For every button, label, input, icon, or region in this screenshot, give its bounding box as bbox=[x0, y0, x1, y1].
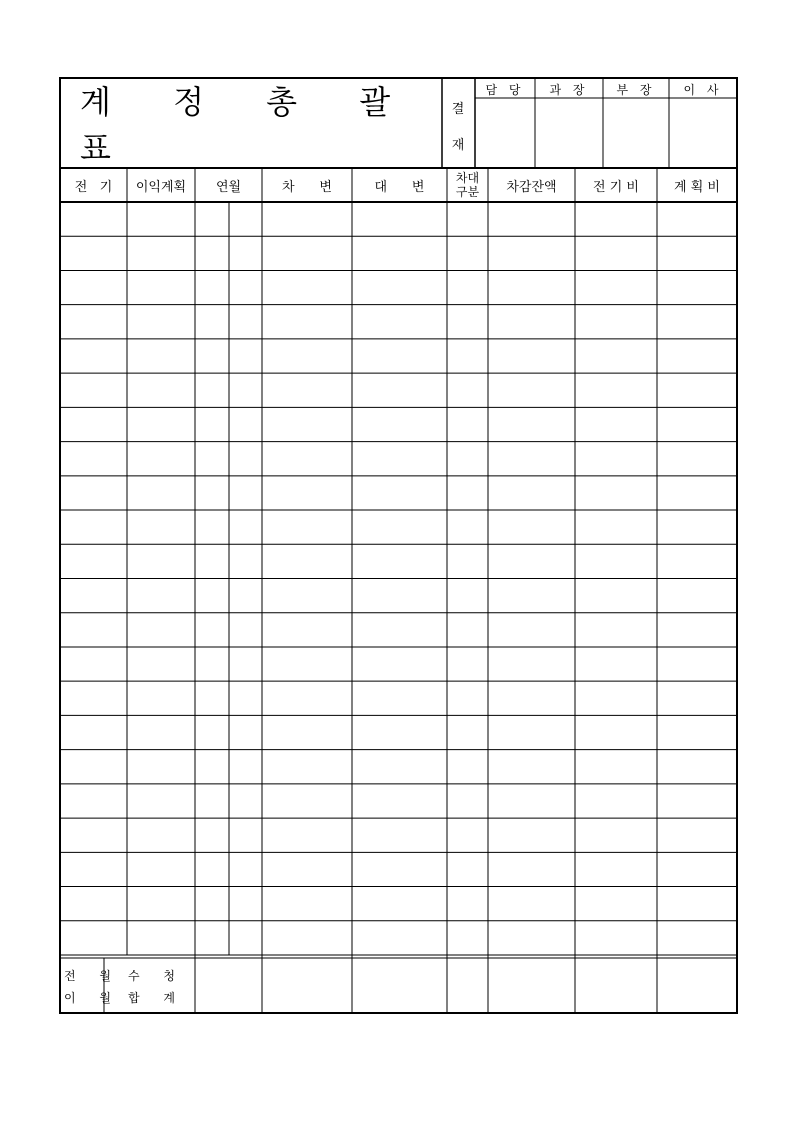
cell-profit-plan[interactable] bbox=[128, 271, 194, 303]
cell-previous-period[interactable] bbox=[61, 237, 126, 269]
col-header-debit-credit-type: 차대 구분 bbox=[455, 171, 480, 199]
cell-type[interactable] bbox=[448, 785, 487, 817]
cell-year[interactable] bbox=[196, 580, 228, 612]
cell-profit-plan[interactable] bbox=[128, 545, 194, 577]
cell-year[interactable] bbox=[196, 751, 228, 783]
approval-signature-box-department-head[interactable] bbox=[604, 99, 668, 167]
cell-vs-plan[interactable] bbox=[658, 237, 736, 269]
cell-year[interactable] bbox=[196, 443, 228, 475]
cell-vs-plan[interactable] bbox=[658, 819, 736, 851]
cell-vs-previous[interactable] bbox=[576, 511, 656, 543]
cell-vs-previous[interactable] bbox=[576, 271, 656, 303]
cell-vs-previous[interactable] bbox=[576, 716, 656, 748]
cell-credit[interactable] bbox=[353, 271, 446, 303]
footer-previous-month-label: 전 월 bbox=[64, 969, 121, 983]
cell-previous-period[interactable] bbox=[61, 545, 126, 577]
cell-vs-previous[interactable] bbox=[576, 853, 656, 885]
cell-debit[interactable] bbox=[263, 751, 351, 783]
cell-previous-period[interactable] bbox=[61, 306, 126, 338]
cell-profit-plan[interactable] bbox=[128, 408, 194, 440]
cell-year[interactable] bbox=[196, 408, 228, 440]
cell-profit-plan[interactable] bbox=[128, 888, 194, 920]
cell-year[interactable] bbox=[196, 545, 228, 577]
cell-vs-previous[interactable] bbox=[576, 648, 656, 680]
cell-vs-plan[interactable] bbox=[658, 888, 736, 920]
form-title: 계 정 총 괄 표 bbox=[80, 83, 417, 167]
cell-debit[interactable] bbox=[263, 614, 351, 646]
col-header-vs-previous: 전 기 비 bbox=[593, 179, 639, 195]
cell-vs-plan[interactable] bbox=[658, 648, 736, 680]
cell-credit[interactable] bbox=[353, 374, 446, 406]
cell-type[interactable] bbox=[448, 374, 487, 406]
cell-net-balance[interactable] bbox=[489, 545, 574, 577]
cell-type[interactable] bbox=[448, 580, 487, 612]
cell-net-balance[interactable] bbox=[489, 888, 574, 920]
cell-credit[interactable] bbox=[353, 477, 446, 509]
cell-profit-plan[interactable] bbox=[128, 922, 194, 954]
approval-signature-box-manager[interactable] bbox=[476, 99, 534, 167]
cell-previous-period[interactable] bbox=[61, 614, 126, 646]
cell-previous-period[interactable] bbox=[61, 888, 126, 920]
cell-previous-period[interactable] bbox=[61, 374, 126, 406]
cell-vs-previous[interactable] bbox=[576, 340, 656, 372]
cell-type[interactable] bbox=[448, 237, 487, 269]
cell-vs-plan[interactable] bbox=[658, 545, 736, 577]
cell-type[interactable] bbox=[448, 271, 487, 303]
cell-debit[interactable] bbox=[263, 716, 351, 748]
cell-profit-plan[interactable] bbox=[128, 306, 194, 338]
cell-debit[interactable] bbox=[263, 203, 351, 235]
cell-vs-plan[interactable] bbox=[658, 511, 736, 543]
footer-carryover-label: 이 월 bbox=[64, 991, 121, 1005]
cell-credit[interactable] bbox=[353, 511, 446, 543]
cell-previous-period[interactable] bbox=[61, 853, 126, 885]
cell-vs-plan[interactable] bbox=[658, 477, 736, 509]
cell-net-balance[interactable] bbox=[489, 614, 574, 646]
cell-previous-period[interactable] bbox=[61, 785, 126, 817]
cell-vs-plan[interactable] bbox=[658, 306, 736, 338]
cell-month[interactable] bbox=[230, 271, 261, 303]
cell-vs-plan[interactable] bbox=[658, 716, 736, 748]
cell-vs-previous[interactable] bbox=[576, 614, 656, 646]
cell-previous-period[interactable] bbox=[61, 716, 126, 748]
cell-previous-period[interactable] bbox=[61, 443, 126, 475]
cell-debit[interactable] bbox=[263, 408, 351, 440]
cell-vs-previous[interactable] bbox=[576, 819, 656, 851]
cell-credit[interactable] bbox=[353, 545, 446, 577]
cell-type[interactable] bbox=[448, 614, 487, 646]
col-header-debit: 차 변 bbox=[282, 179, 332, 195]
cell-net-balance[interactable] bbox=[489, 648, 574, 680]
cell-credit[interactable] bbox=[353, 203, 446, 235]
cell-month[interactable] bbox=[230, 374, 261, 406]
cell-credit[interactable] bbox=[353, 853, 446, 885]
cell-profit-plan[interactable] bbox=[128, 477, 194, 509]
cell-type[interactable] bbox=[448, 408, 487, 440]
cell-year[interactable] bbox=[196, 648, 228, 680]
cell-type[interactable] bbox=[448, 682, 487, 714]
cell-credit[interactable] bbox=[353, 682, 446, 714]
cell-net-balance[interactable] bbox=[489, 237, 574, 269]
cell-month[interactable] bbox=[230, 751, 261, 783]
cell-credit[interactable] bbox=[353, 408, 446, 440]
col-header-credit: 대 변 bbox=[374, 179, 425, 195]
cell-debit[interactable] bbox=[263, 580, 351, 612]
footer-receipt-label: 수 청 bbox=[128, 969, 185, 983]
cell-net-balance[interactable] bbox=[489, 511, 574, 543]
cell-vs-previous[interactable] bbox=[576, 306, 656, 338]
footer-total-label: 합 계 bbox=[128, 991, 185, 1005]
cell-vs-plan[interactable] bbox=[658, 682, 736, 714]
cell-vs-plan[interactable] bbox=[658, 203, 736, 235]
cell-type[interactable] bbox=[448, 203, 487, 235]
cell-year[interactable] bbox=[196, 682, 228, 714]
cell-month[interactable] bbox=[230, 443, 261, 475]
cell-net-balance[interactable] bbox=[489, 819, 574, 851]
cell-year[interactable] bbox=[196, 922, 228, 954]
cell-credit[interactable] bbox=[353, 785, 446, 817]
cell-profit-plan[interactable] bbox=[128, 716, 194, 748]
cell-debit[interactable] bbox=[263, 888, 351, 920]
cell-credit[interactable] bbox=[353, 443, 446, 475]
cell-vs-previous[interactable] bbox=[576, 888, 656, 920]
cell-debit[interactable] bbox=[263, 545, 351, 577]
cell-profit-plan[interactable] bbox=[128, 682, 194, 714]
cell-previous-period[interactable] bbox=[61, 203, 126, 235]
cell-month[interactable] bbox=[230, 580, 261, 612]
cell-credit[interactable] bbox=[353, 580, 446, 612]
cell-profit-plan[interactable] bbox=[128, 819, 194, 851]
cell-vs-plan[interactable] bbox=[658, 408, 736, 440]
cell-net-balance[interactable] bbox=[489, 477, 574, 509]
cell-profit-plan[interactable] bbox=[128, 237, 194, 269]
cell-month[interactable] bbox=[230, 477, 261, 509]
cell-month[interactable] bbox=[230, 237, 261, 269]
cell-vs-plan[interactable] bbox=[658, 443, 736, 475]
cell-month[interactable] bbox=[230, 853, 261, 885]
cell-debit[interactable] bbox=[263, 511, 351, 543]
cell-net-balance[interactable] bbox=[489, 853, 574, 885]
approval-label-bottom: 재 bbox=[451, 138, 465, 153]
cell-vs-previous[interactable] bbox=[576, 682, 656, 714]
cell-net-balance[interactable] bbox=[489, 340, 574, 372]
cell-net-balance[interactable] bbox=[489, 443, 574, 475]
cell-profit-plan[interactable] bbox=[128, 340, 194, 372]
cell-debit[interactable] bbox=[263, 682, 351, 714]
cell-type[interactable] bbox=[448, 443, 487, 475]
cell-month[interactable] bbox=[230, 785, 261, 817]
cell-credit[interactable] bbox=[353, 614, 446, 646]
cell-month[interactable] bbox=[230, 888, 261, 920]
cell-credit[interactable] bbox=[353, 306, 446, 338]
cell-vs-previous[interactable] bbox=[576, 477, 656, 509]
cell-month[interactable] bbox=[230, 306, 261, 338]
col-header-net-balance: 차감잔액 bbox=[506, 179, 557, 195]
cell-previous-period[interactable] bbox=[61, 340, 126, 372]
cell-debit[interactable] bbox=[263, 785, 351, 817]
cell-year[interactable] bbox=[196, 819, 228, 851]
cell-debit[interactable] bbox=[263, 819, 351, 851]
cell-credit[interactable] bbox=[353, 340, 446, 372]
cell-profit-plan[interactable] bbox=[128, 853, 194, 885]
cell-profit-plan[interactable] bbox=[128, 374, 194, 406]
cell-vs-previous[interactable] bbox=[576, 443, 656, 475]
cell-vs-plan[interactable] bbox=[658, 853, 736, 885]
cell-credit[interactable] bbox=[353, 648, 446, 680]
cell-year[interactable] bbox=[196, 271, 228, 303]
approval-signature-box-section-chief[interactable] bbox=[536, 99, 602, 167]
cell-debit[interactable] bbox=[263, 648, 351, 680]
cell-vs-plan[interactable] bbox=[658, 580, 736, 612]
cell-net-balance[interactable] bbox=[489, 716, 574, 748]
cell-debit[interactable] bbox=[263, 271, 351, 303]
cell-credit[interactable] bbox=[353, 237, 446, 269]
cell-month[interactable] bbox=[230, 408, 261, 440]
cell-vs-previous[interactable] bbox=[576, 922, 656, 954]
cell-vs-previous[interactable] bbox=[576, 374, 656, 406]
cell-previous-period[interactable] bbox=[61, 682, 126, 714]
cell-year[interactable] bbox=[196, 374, 228, 406]
cell-debit[interactable] bbox=[263, 306, 351, 338]
cell-year[interactable] bbox=[196, 853, 228, 885]
cell-debit[interactable] bbox=[263, 340, 351, 372]
cell-month[interactable] bbox=[230, 716, 261, 748]
col-header-vs-plan: 계 획 비 bbox=[674, 179, 720, 195]
cell-previous-period[interactable] bbox=[61, 819, 126, 851]
cell-vs-previous[interactable] bbox=[576, 237, 656, 269]
cell-profit-plan[interactable] bbox=[128, 751, 194, 783]
approval-role-manager: 담 당 bbox=[485, 83, 525, 97]
approval-role-section-chief: 과 장 bbox=[549, 83, 589, 97]
cell-vs-plan[interactable] bbox=[658, 614, 736, 646]
cell-year[interactable] bbox=[196, 306, 228, 338]
cell-month[interactable] bbox=[230, 511, 261, 543]
cell-credit[interactable] bbox=[353, 751, 446, 783]
cell-vs-previous[interactable] bbox=[576, 203, 656, 235]
cell-vs-previous[interactable] bbox=[576, 580, 656, 612]
cell-credit[interactable] bbox=[353, 922, 446, 954]
cell-vs-previous[interactable] bbox=[576, 545, 656, 577]
cell-net-balance[interactable] bbox=[489, 580, 574, 612]
cell-type[interactable] bbox=[448, 511, 487, 543]
cell-previous-period[interactable] bbox=[61, 648, 126, 680]
cell-year[interactable] bbox=[196, 888, 228, 920]
cell-previous-period[interactable] bbox=[61, 408, 126, 440]
cell-profit-plan[interactable] bbox=[128, 203, 194, 235]
cell-vs-previous[interactable] bbox=[576, 751, 656, 783]
cell-year[interactable] bbox=[196, 614, 228, 646]
cell-type[interactable] bbox=[448, 716, 487, 748]
col-header-year-month: 연월 bbox=[215, 179, 242, 195]
cell-type[interactable] bbox=[448, 545, 487, 577]
cell-net-balance[interactable] bbox=[489, 751, 574, 783]
approval-role-department-head: 부 장 bbox=[616, 83, 656, 97]
cell-month[interactable] bbox=[230, 203, 261, 235]
cell-profit-plan[interactable] bbox=[128, 648, 194, 680]
cell-previous-period[interactable] bbox=[61, 271, 126, 303]
cell-type[interactable] bbox=[448, 922, 487, 954]
cell-year[interactable] bbox=[196, 716, 228, 748]
cell-month[interactable] bbox=[230, 922, 261, 954]
cell-debit[interactable] bbox=[263, 374, 351, 406]
cell-type[interactable] bbox=[448, 306, 487, 338]
cell-vs-plan[interactable] bbox=[658, 922, 736, 954]
cell-month[interactable] bbox=[230, 819, 261, 851]
cell-net-balance[interactable] bbox=[489, 682, 574, 714]
cell-net-balance[interactable] bbox=[489, 922, 574, 954]
cell-type[interactable] bbox=[448, 853, 487, 885]
cell-month[interactable] bbox=[230, 545, 261, 577]
cell-debit[interactable] bbox=[263, 443, 351, 475]
col-header-previous-period: 전 기 bbox=[74, 179, 113, 195]
cell-month[interactable] bbox=[230, 340, 261, 372]
cell-credit[interactable] bbox=[353, 888, 446, 920]
cell-type[interactable] bbox=[448, 888, 487, 920]
cell-debit[interactable] bbox=[263, 237, 351, 269]
cell-vs-plan[interactable] bbox=[658, 340, 736, 372]
cell-month[interactable] bbox=[230, 614, 261, 646]
cell-previous-period[interactable] bbox=[61, 922, 126, 954]
approval-role-director: 이 사 bbox=[683, 83, 723, 97]
cell-debit[interactable] bbox=[263, 922, 351, 954]
cell-vs-plan[interactable] bbox=[658, 785, 736, 817]
cell-profit-plan[interactable] bbox=[128, 614, 194, 646]
cell-previous-period[interactable] bbox=[61, 511, 126, 543]
col-header-profit-plan: 이익계획 bbox=[135, 179, 187, 195]
cell-vs-plan[interactable] bbox=[658, 751, 736, 783]
cell-type[interactable] bbox=[448, 819, 487, 851]
cell-vs-plan[interactable] bbox=[658, 271, 736, 303]
cell-type[interactable] bbox=[448, 477, 487, 509]
cell-debit[interactable] bbox=[263, 477, 351, 509]
cell-profit-plan[interactable] bbox=[128, 580, 194, 612]
cell-net-balance[interactable] bbox=[489, 785, 574, 817]
cell-year[interactable] bbox=[196, 237, 228, 269]
cell-type[interactable] bbox=[448, 340, 487, 372]
cell-month[interactable] bbox=[230, 682, 261, 714]
cell-net-balance[interactable] bbox=[489, 271, 574, 303]
cell-net-balance[interactable] bbox=[489, 408, 574, 440]
cell-vs-previous[interactable] bbox=[576, 785, 656, 817]
cell-vs-plan[interactable] bbox=[658, 374, 736, 406]
cell-profit-plan[interactable] bbox=[128, 511, 194, 543]
cell-previous-period[interactable] bbox=[61, 751, 126, 783]
cell-year[interactable] bbox=[196, 340, 228, 372]
cell-net-balance[interactable] bbox=[489, 306, 574, 338]
cell-type[interactable] bbox=[448, 751, 487, 783]
cell-profit-plan[interactable] bbox=[128, 785, 194, 817]
cell-vs-previous[interactable] bbox=[576, 408, 656, 440]
cell-year[interactable] bbox=[196, 477, 228, 509]
cell-profit-plan[interactable] bbox=[128, 443, 194, 475]
cell-credit[interactable] bbox=[353, 716, 446, 748]
cell-month[interactable] bbox=[230, 648, 261, 680]
approval-label-top: 결 bbox=[451, 102, 465, 117]
cell-year[interactable] bbox=[196, 511, 228, 543]
cell-credit[interactable] bbox=[353, 819, 446, 851]
cell-net-balance[interactable] bbox=[489, 203, 574, 235]
cell-year[interactable] bbox=[196, 203, 228, 235]
approval-signature-box-director[interactable] bbox=[670, 99, 736, 167]
cell-net-balance[interactable] bbox=[489, 374, 574, 406]
cell-year[interactable] bbox=[196, 785, 228, 817]
cell-debit[interactable] bbox=[263, 853, 351, 885]
cell-previous-period[interactable] bbox=[61, 477, 126, 509]
cell-type[interactable] bbox=[448, 648, 487, 680]
cell-previous-period[interactable] bbox=[61, 580, 126, 612]
